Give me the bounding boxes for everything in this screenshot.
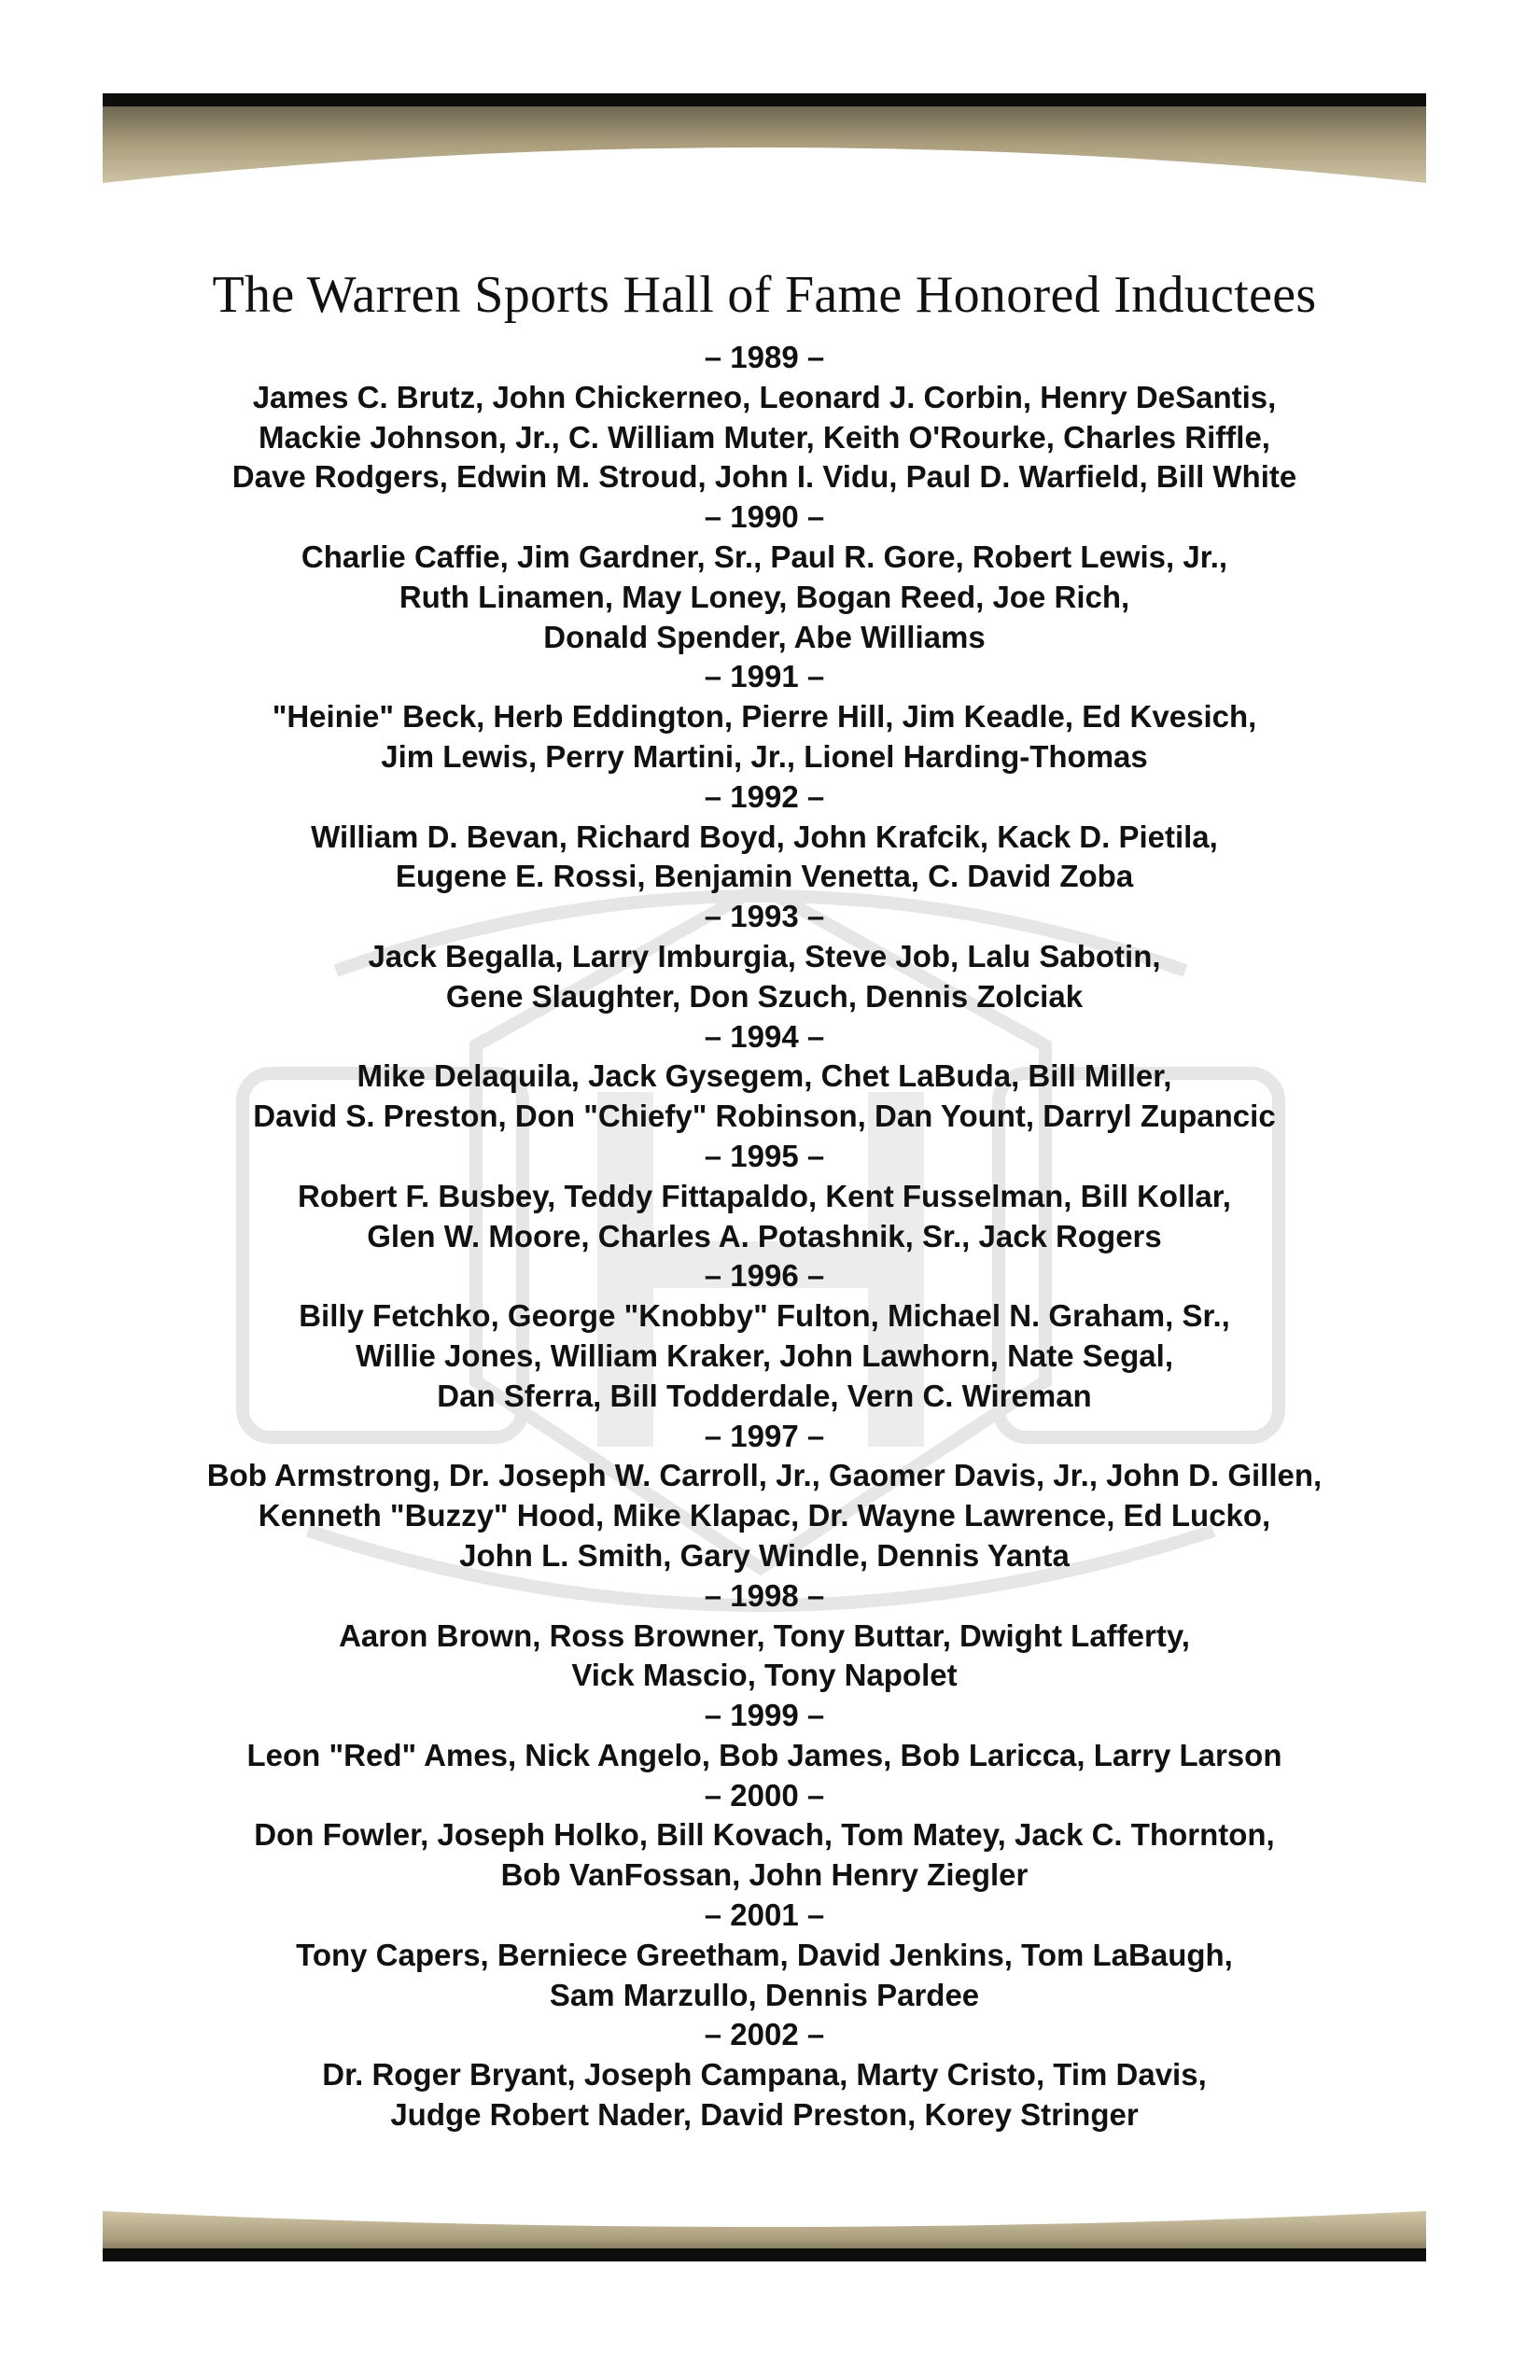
year-heading: – 1994 –	[704, 1018, 825, 1054]
year-heading: – 1999 –	[704, 1698, 825, 1733]
inductee-names-line: Sam Marzullo, Dennis Pardee	[549, 1977, 980, 2012]
inductee-names-line: Jim Lewis, Perry Martini, Jr., Lionel Harding-Thomas	[381, 738, 1148, 774]
inductee-names-line: Bob Armstrong, Dr. Joseph W. Carroll, Jr., Gaomer Davis, Jr., John D. Gillen,	[206, 1458, 1323, 1493]
year-group	[103, 657, 1426, 777]
inductee-names-line: Dave Rodgers, Edwin M. Stroud, John I. Vidu, Paul D. Warfield, Bill White	[231, 459, 1297, 495]
year-groups	[103, 338, 1426, 2135]
page-title: The Warren Sports Hall of Fame Honored Inductees	[212, 266, 1317, 324]
year-group	[103, 1417, 1426, 1576]
year-group	[103, 1896, 1426, 2015]
year-heading: – 1996 –	[704, 1258, 825, 1294]
inductee-names-line: Aaron Brown, Ross Browner, Tony Buttar, Dwight Lafferty,	[339, 1617, 1190, 1653]
inductee-names-line: Kenneth "Buzzy" Hood, Mike Klapac, Dr. Wayne Lawrence, Ed Lucko,	[258, 1498, 1271, 1533]
year-group	[103, 1776, 1426, 1896]
inductee-names-line: Donald Spender, Abe Williams	[543, 619, 986, 654]
inductee-names-line: Leon "Red" Ames, Nick Angelo, Bob James, Bob Laricca, Larry Larson	[246, 1737, 1282, 1772]
inductee-names-line: Glen W. Moore, Charles A. Potashnik, Sr., Jack Rogers	[367, 1218, 1162, 1253]
year-heading: – 1995 –	[704, 1138, 825, 1173]
inductee-names-line: Judge Robert Nader, David Preston, Korey Stringer	[390, 2097, 1139, 2133]
year-group	[103, 1256, 1426, 1416]
inductee-names-line: Billy Fetchko, George "Knobby" Fulton, Michael N. Graham, Sr.,	[299, 1298, 1230, 1334]
year-group	[103, 2015, 1426, 2135]
inductee-names-line: Charlie Caffie, Jim Gardner, Sr., Paul R. Gore, Robert Lewis, Jr.,	[301, 539, 1228, 574]
inductee-names-line: Dr. Roger Bryant, Joseph Campana, Marty Cristo, Tim Davis,	[322, 2057, 1207, 2093]
year-heading: – 1997 –	[704, 1418, 825, 1453]
year-heading: – 1991 –	[704, 659, 825, 694]
year-heading: – 1989 –	[704, 340, 825, 374]
bottom-banner	[103, 2205, 1426, 2261]
inductee-list	[103, 261, 1426, 2135]
inductee-names-line: Robert F. Busbey, Teddy Fittapaldo, Kent Fusselman, Bill Kollar,	[298, 1178, 1231, 1213]
inductee-names-line: David S. Preston, Don "Chiefy" Robinson, Dan Yount, Darryl Zupancic	[253, 1099, 1276, 1134]
year-heading: – 1993 –	[704, 899, 825, 934]
inductee-names-line: Bob VanFossan, John Henry Ziegler	[500, 1857, 1029, 1893]
inductee-names-line: Willie Jones, William Kraker, John Lawhorn, Nate Segal,	[356, 1337, 1173, 1373]
year-heading: – 1998 –	[704, 1577, 825, 1613]
inductee-names-line: Mike Delaquila, Jack Gysegem, Chet LaBuda, Bill Miller,	[357, 1058, 1172, 1094]
top-banner	[103, 93, 1426, 194]
inductee-names-line: Jack Begalla, Larry Imburgia, Steve Job, Lalu Sabotin,	[368, 938, 1161, 973]
inductee-names-line: Don Fowler, Joseph Holko, Bill Kovach, Tom Matey, Jack C. Thornton,	[254, 1817, 1275, 1853]
year-heading: – 2000 –	[704, 1777, 825, 1813]
inductee-names-line: Gene Slaughter, Don Szuch, Dennis Zolciak	[445, 978, 1084, 1014]
year-heading: – 2001 –	[704, 1897, 825, 1933]
year-group	[103, 1576, 1426, 1696]
year-group	[103, 338, 1426, 497]
inductee-names-line: John L. Smith, Gary Windle, Dennis Yanta	[459, 1537, 1070, 1573]
year-group	[103, 497, 1426, 657]
inductee-names-line: William D. Bevan, Richard Boyd, John Krafcik, Kack D. Pietila,	[311, 819, 1218, 854]
inductee-names-line: Tony Capers, Berniece Greetham, David Jenkins, Tom LaBaugh,	[296, 1937, 1233, 1972]
inductee-names-line: "Heinie" Beck, Herb Eddington, Pierre Hill, Jim Keadle, Ed Kvesich,	[272, 699, 1257, 735]
inductee-names-line: Dan Sferra, Bill Todderdale, Vern C. Wireman	[437, 1378, 1092, 1413]
inductee-names-line: Vick Mascio, Tony Napolet	[571, 1658, 958, 1693]
year-group	[103, 1696, 1426, 1776]
year-heading: – 1992 –	[704, 778, 825, 814]
inductee-names-line: Ruth Linamen, May Loney, Bogan Reed, Joe Rich,	[399, 579, 1130, 614]
year-group	[103, 1017, 1426, 1137]
year-heading: – 2002 –	[704, 2017, 825, 2052]
year-group	[103, 1137, 1426, 1256]
inductee-names-line: James C. Brutz, John Chickerneo, Leonard J. Corbin, Henry DeSantis,	[252, 379, 1277, 414]
inductee-names-line: Eugene E. Rossi, Benjamin Venetta, C. David Zoba	[395, 859, 1134, 894]
year-group	[103, 777, 1426, 897]
year-group	[103, 897, 1426, 1016]
year-heading: – 1990 –	[704, 499, 825, 535]
inductee-names-line: Mackie Johnson, Jr., C. William Muter, Keith O'Rourke, Charles Riffle,	[259, 419, 1270, 455]
